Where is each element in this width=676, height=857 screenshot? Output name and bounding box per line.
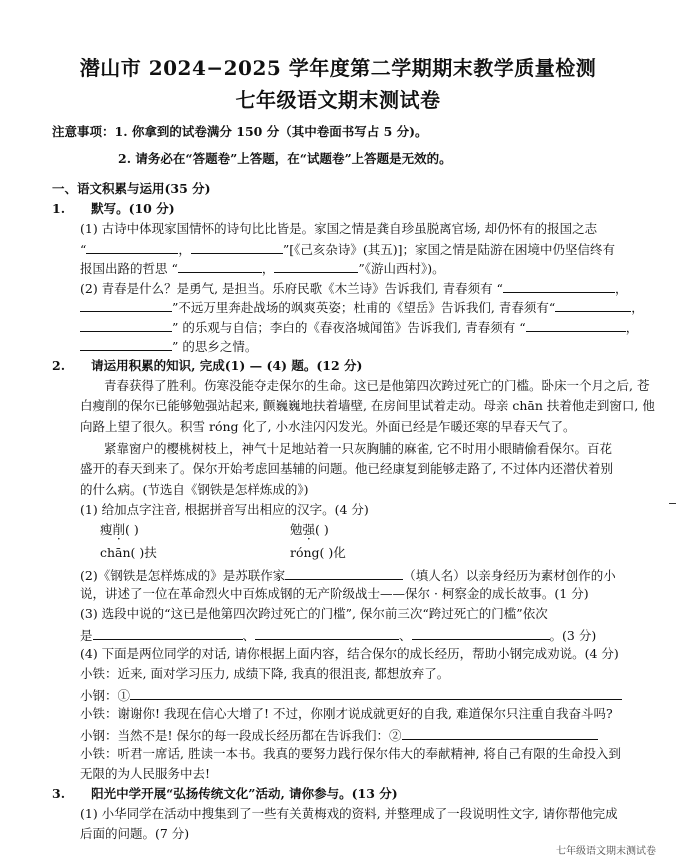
q2-sub3-text: 。(3 分) bbox=[549, 628, 597, 643]
answer-blank[interactable] bbox=[80, 298, 172, 312]
q2-number: 2. bbox=[52, 358, 66, 373]
q1-p2-line-b bbox=[80, 298, 644, 316]
answer-blank[interactable] bbox=[130, 686, 622, 700]
answer-blank[interactable] bbox=[80, 337, 172, 351]
q2-sub1-title: (1) 给加点字注音, 根据拼音写出相应的汉字。(4 分) bbox=[80, 502, 369, 517]
passage-line: 白瘦削的保尔已能够勉强站起来, 颤巍巍地扶着墙壁, 在房间里试着走动。母亲 chān 扶着他走到窗口, 他 bbox=[80, 398, 655, 413]
answer-blank[interactable] bbox=[274, 259, 358, 273]
q1-p2-text: ” 的思乡之情。 bbox=[172, 339, 258, 354]
separator: ， bbox=[178, 242, 191, 257]
dotted-char: 强 bbox=[302, 522, 316, 537]
answer-blank[interactable] bbox=[93, 626, 243, 640]
char: 瘦 bbox=[100, 522, 113, 537]
passage-line: 的什么病。(节选自《钢铁是怎样炼成的》) bbox=[80, 482, 309, 497]
char: 勉 bbox=[290, 522, 303, 537]
exam-title-line2: 七年级语文期末测试卷 bbox=[235, 88, 441, 112]
separator: 、 bbox=[399, 628, 412, 643]
q3-heading bbox=[52, 786, 398, 802]
answer-blank[interactable] bbox=[412, 626, 550, 640]
q1-number: 1. bbox=[52, 201, 66, 216]
q1-p1-text: 报国出路的哲思 “ bbox=[80, 261, 178, 276]
answer-blank[interactable] bbox=[86, 240, 178, 254]
q2-title: 请运用积累的知识, 完成(1) — (4) 题。(12 分) bbox=[91, 358, 363, 373]
q2-heading bbox=[52, 358, 362, 374]
q1-p2-line-a bbox=[80, 279, 627, 297]
q2-sub3-line-b bbox=[80, 626, 596, 644]
answer-blank[interactable] bbox=[503, 279, 615, 293]
exam-title-line1: 潜山市 2024−2025 学年度第二学期期末教学质量检测 bbox=[79, 56, 597, 80]
dialogue-line: 小铁：谢谢你! 我现在信心大增了! 不过，你刚才说成就更好的自我, 难道保尔只注重自我奋斗吗? bbox=[80, 706, 613, 721]
pinyin-item[interactable]: chān( )扶 bbox=[100, 545, 157, 560]
passage-line: 向路上望了很久。积雪 róng 化了, 小水洼闪闪发光。外面已经是乍暖还寒的早春天气了。 bbox=[80, 419, 576, 434]
dialogue-speaker: 小钢：① bbox=[80, 688, 131, 703]
q1-p2-line-c bbox=[80, 318, 638, 336]
separator: ， bbox=[261, 261, 275, 276]
q1-p1-text: ”《游山西村》)。 bbox=[358, 261, 445, 276]
margin-mark bbox=[669, 503, 676, 504]
notes-block bbox=[52, 124, 428, 140]
pinyin-item bbox=[290, 522, 329, 538]
q2-sub2-line-a bbox=[80, 566, 616, 584]
dialogue-line: 小铁：听君一席话, 胜读一本书。我真的要努力践行保尔伟大的奉献精神, 将自己有限的生命投入到 bbox=[80, 746, 621, 761]
dotted-char: 削 bbox=[112, 522, 126, 537]
q3-title: 阳光中学开展“弘扬传统文化”活动, 请你参与。(13 分) bbox=[91, 786, 398, 801]
answer-blank[interactable] bbox=[555, 298, 631, 312]
dialogue-speaker: 小钢：当然不是! 保尔的每一段成长经历都在告诉我们：② bbox=[80, 728, 402, 743]
passage-line: 紧靠窗户的樱桃树枝上，神气十足地站着一只灰胸脯的麻雀, 它不时用小眼睛偷看保尔。百花 bbox=[104, 441, 612, 456]
notes-item-1: 1. 你拿到的试卷满分 150 分（其中卷面书写占 5 分)。 bbox=[114, 124, 428, 139]
answer-blank[interactable] bbox=[255, 626, 399, 640]
passage-line: 青春获得了胜利。伤寒没能夺走保尔的生命。这已是他第四次跨过死亡的门槛。卧床一个月之后, 苍 bbox=[104, 378, 650, 393]
q1-p2-text: (2) 青春是什么？是勇气, 是担当。乐府民歌《木兰诗》告诉我们, 青春须有 “ bbox=[80, 281, 503, 296]
q2-sub3-text: 是 bbox=[80, 628, 93, 643]
q2-sub3-line-a: (3) 选段中说的“这已是他第四次跨过死亡的门槛”, 保尔前三次“跨过死亡的门槛”依次 bbox=[80, 606, 548, 621]
page-footer: 七年级语文期末测试卷 bbox=[556, 846, 656, 857]
answer-blank[interactable] bbox=[80, 318, 172, 332]
answer-blank[interactable] bbox=[402, 726, 598, 740]
answer-blank[interactable] bbox=[191, 240, 283, 254]
answer-blank[interactable] bbox=[285, 566, 403, 580]
answer-paren[interactable]: ( ) bbox=[125, 522, 139, 537]
q2-sub2-line-b: 说，讲述了一位在革命烈火中百炼成钢的无产阶级战士——保尔 · 柯察金的成长故事。(1 分) bbox=[80, 586, 589, 601]
q1-p2-text: ”不远万里奔赴战场的飒爽英姿；杜甫的《望岳》告诉我们, 青春须有“ bbox=[172, 300, 556, 315]
pinyin-item[interactable]: róng( )化 bbox=[290, 545, 346, 560]
section1-heading: 一、语文积累与运用(35 分) bbox=[52, 181, 211, 196]
answer-paren[interactable]: ( ) bbox=[315, 522, 329, 537]
q1-p1-line-a: (1) 古诗中体现家国情怀的诗句比比皆是。家国之情是龚自珍虽脱离官场, 却仍怀有的报国之志 bbox=[80, 221, 598, 236]
q3-sub1-line-a: (1) 小华同学在活动中搜集到了一些有关黄梅戏的资料, 并整理成了一段说明性文字, 请你帮他完成 bbox=[80, 806, 618, 821]
q1-p1-text: ”[《己亥杂诗》(其五)]；家国之情是陆游在困境中仍坚信终有 bbox=[282, 242, 616, 257]
dialogue-line bbox=[80, 686, 622, 704]
answer-blank[interactable] bbox=[178, 259, 262, 273]
dialogue-line: 无限的为人民服务中去! bbox=[80, 766, 211, 781]
q1-p1-line-b bbox=[80, 240, 615, 258]
notes-label: 注意事项： bbox=[52, 124, 115, 139]
quote-open: “ bbox=[80, 242, 87, 257]
separator: ， bbox=[614, 281, 628, 296]
q1-p1-line-c bbox=[80, 259, 445, 277]
separator: ， bbox=[625, 320, 639, 335]
answer-blank[interactable] bbox=[526, 318, 626, 332]
pinyin-item bbox=[100, 522, 139, 538]
notes-item-2: 2. 请务必在“答题卷”上答题，在“试题卷”上答题是无效的。 bbox=[118, 151, 452, 166]
passage-line: 盛开的春天到来了。保尔开始考虑回基辅的问题。他已经康复到能够走路了, 不过体内还潜伏着别 bbox=[80, 461, 613, 476]
q1-p2-text: ” 的乐观与自信；李白的《春夜洛城闻笛》告诉我们, 青春须有 “ bbox=[172, 320, 526, 335]
q3-number: 3. bbox=[52, 786, 66, 801]
q2-sub2-text: (2)《钢铁是怎样炼成的》是苏联作家 bbox=[80, 568, 286, 583]
q1-title: 默写。(10 分) bbox=[91, 201, 175, 216]
separator: ， bbox=[631, 300, 644, 315]
q1-p2-line-d bbox=[80, 337, 257, 355]
q2-sub4-title: (4) 下面是两位同学的对话, 请你根据上面内容，结合保尔的成长经历，帮助小钢完成劝说。(4 分) bbox=[80, 646, 619, 661]
q2-sub2-text: （填人名）以亲身经历为素材创作的小 bbox=[403, 568, 616, 583]
separator: 、 bbox=[242, 628, 256, 643]
q3-sub1-line-b: 后面的问题。(7 分) bbox=[80, 826, 190, 841]
dialogue-line bbox=[80, 726, 598, 744]
q1-heading bbox=[52, 201, 175, 217]
dialogue-line: 小铁：近来, 面对学习压力, 成绩下降, 我真的很沮丧, 都想放弃了。 bbox=[80, 666, 450, 681]
